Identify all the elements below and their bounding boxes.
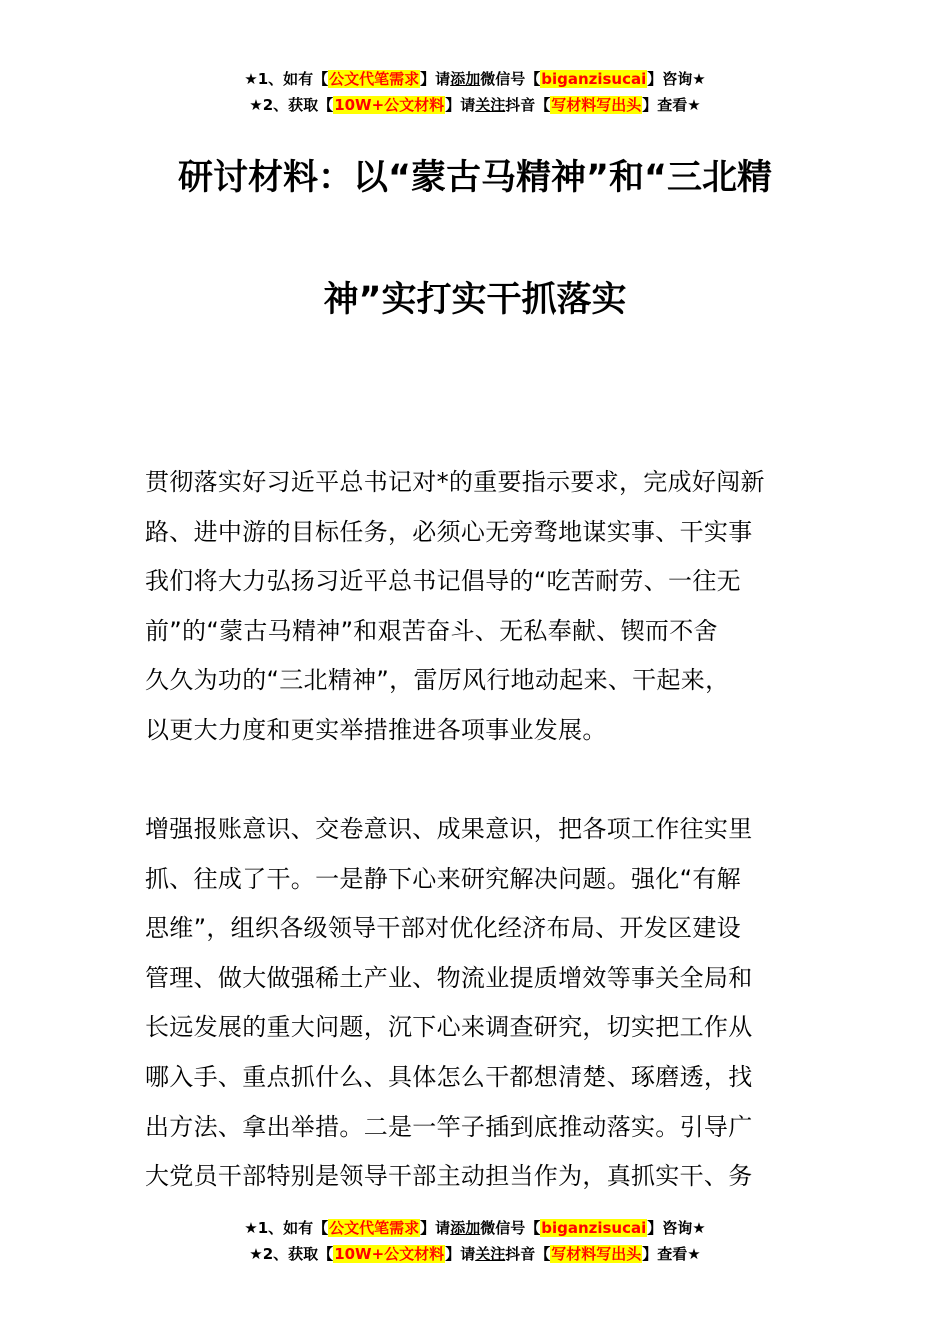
banner-underlined-text: 添加 (450, 1219, 481, 1237)
top-ad-banner (0, 66, 950, 118)
paragraph-line: 我们将大力弘扬习近平总书记倡导的“吃苦耐劳、一往无 (145, 567, 741, 596)
banner-line-2 (0, 92, 950, 118)
banner-highlight-materials: 10W+公文材料 (334, 1245, 445, 1263)
paragraph-line: 大党员干部特别是领导干部主动担当作为，真抓实干、务 (145, 1162, 753, 1191)
banner-text: 微信号【 (480, 1219, 541, 1237)
paragraph-line: 增强报账意识、交卷意识、成果意识，把各项工作往实里 (145, 815, 753, 843)
banner-text: 】查看★ (642, 1245, 701, 1263)
banner-douyin-account: 写材料写出头 (551, 96, 642, 114)
banner-text: 】咨询★ (647, 1219, 706, 1237)
document-title-line-2: 神”实打实干抓落实 (323, 280, 627, 320)
banner-text: 】请 (420, 1219, 451, 1237)
banner-text: 】请 (445, 1245, 476, 1263)
paragraph-line: 路、进中游的目标任务，必须心无旁骛地谋实事、干实事 (145, 517, 753, 546)
banner-text: ★1、如有【 (244, 70, 329, 88)
paragraph-line: 思维”，组织各级领导干部对优化经济布局、开发区建设 (145, 914, 741, 943)
paragraph-line: 久久为功的“三北精神”，雷厉风行地动起来、干起来， (145, 666, 730, 695)
banner-underlined-text: 关注 (475, 1245, 506, 1263)
paragraph-line: 管理、做大做强稀土产业、物流业提质增效等事关全局和 (145, 963, 753, 992)
banner-text: 】查看★ (642, 96, 701, 114)
paragraph-line: 以更大力度和更实举措推进各项事业发展。 (145, 715, 607, 744)
bottom-ad-banner (0, 1215, 950, 1267)
paragraph-line: 抓、往成了干。一是静下心来研究解决问题。强化“有解 (145, 864, 741, 893)
banner-text: 抖音【 (505, 96, 551, 114)
banner-underlined-text: 关注 (475, 96, 506, 114)
document-title-line-1: 研讨材料：以“蒙古马精神”和“三北精 (177, 158, 772, 198)
banner-line-2 (0, 1241, 950, 1267)
paragraph-line: 前”的“蒙古马精神”和艰苦奋斗、无私奉献、锲而不舍 (145, 616, 718, 645)
banner-highlight-service: 公文代笔需求 (329, 1219, 420, 1237)
banner-text: ★2、获取【 (249, 1245, 334, 1263)
banner-text: ★1、如有【 (244, 1219, 329, 1237)
paragraph-line: 哪入手、重点抓什么、具体怎么干都想清楚、琢磨透，找 (145, 1062, 753, 1091)
banner-text: 抖音【 (505, 1245, 551, 1263)
body-paragraph-1 (145, 458, 810, 756)
banner-text: 】请 (445, 96, 476, 114)
banner-line-1 (0, 1215, 950, 1241)
banner-text: ★2、获取【 (249, 96, 334, 114)
banner-underlined-text: 添加 (450, 70, 481, 88)
banner-wechat-id: biganzisucai (541, 1219, 647, 1237)
banner-highlight-service: 公文代笔需求 (329, 70, 420, 88)
banner-text: 微信号【 (480, 70, 541, 88)
banner-wechat-id: biganzisucai (541, 70, 647, 88)
banner-douyin-account: 写材料写出头 (551, 1245, 642, 1263)
paragraph-line: 长远发展的重大问题，沉下心来调查研究，切实把工作从 (145, 1013, 753, 1042)
body-paragraph-2 (145, 805, 810, 1202)
paragraph-line: 贯彻落实好习近平总书记对*的重要指示要求，完成好闯新 (145, 468, 765, 496)
banner-text: 】请 (420, 70, 451, 88)
banner-highlight-materials: 10W+公文材料 (334, 96, 445, 114)
banner-text: 】咨询★ (647, 70, 706, 88)
paragraph-line: 出方法、拿出举措。二是一竿子插到底推动落实。引导广 (145, 1112, 753, 1141)
banner-line-1 (0, 66, 950, 92)
